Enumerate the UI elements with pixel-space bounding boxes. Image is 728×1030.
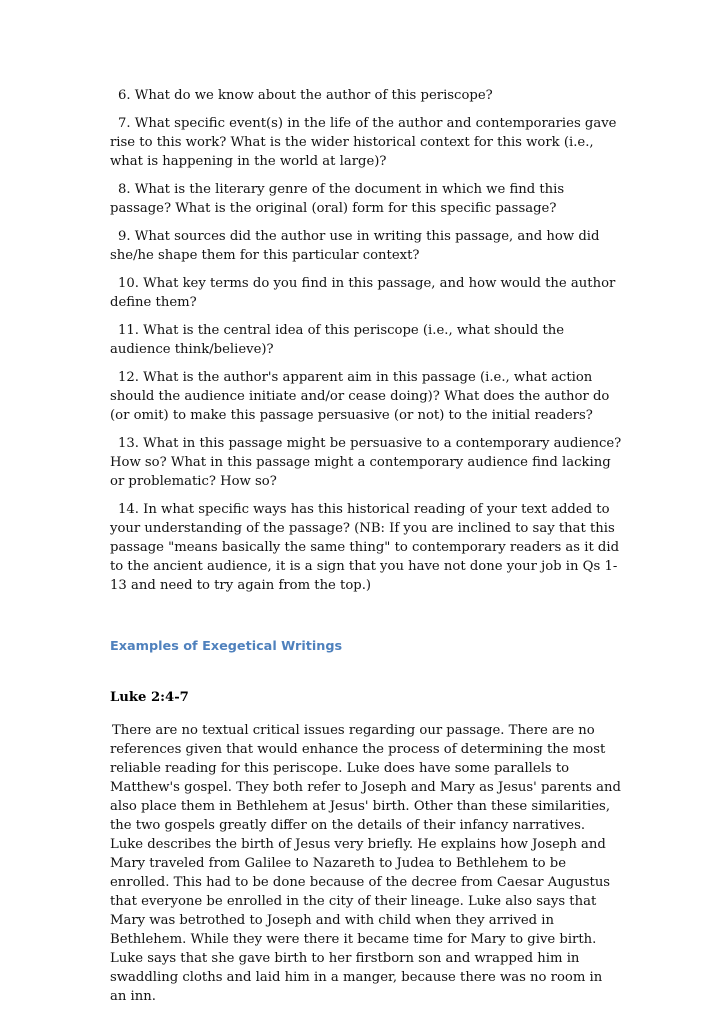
- examples-heading: Examples of Exegetical Writings: [110, 639, 343, 654]
- passage-body: There are no textual critical issues regarding our passage. There are no references given that would enhance the process of determining the most reliable reading for this periscope. Luke does have some parallels to Matthew's gospel. They both refer to Joseph and Mary as Jesus' parents and also place them in Bethlehem at Jesus' birth. Other than these similarities, the two gospels greatly differ on the details of their infancy narratives. Luke describes the birth of Jesus very briefly. He explains how Joseph and Mary traveled from Galilee to Nazareth to Judea to Bethlehem to be enrolled. This had to be done because of the decree from Caesar Augustus that everyone be enrolled in the city of their lineage. Luke also says that Mary was betrothed to Joseph and with child when they arrived in Bethlehem. While they were there it became time for Mary to give birth. Luke says that she gave birth to her firstborn son and wrapped him in swaddling cloths and laid him in a manger, because there was no room in an inn.: [110, 723, 621, 1004]
- question-10: 10. What key terms do you find in this passage, and how would the author define them?: [110, 276, 616, 310]
- question-11: 11. What is the central idea of this periscope (i.e., what should the audience think/believe)?: [110, 323, 565, 357]
- question-13: 13. What in this passage might be persuasive to a contemporary audience? How so? What in this passage might a contemporary audience find lacking or problematic? How so?: [110, 436, 622, 489]
- question-8: 8. What is the literary genre of the document in which we find this passage? What is the original (oral) form for this specific passage?: [110, 182, 565, 216]
- question-12: 12. What is the author's apparent aim in this passage (i.e., what action should the audience initiate and/or cease doing)? What does the author do (or omit) to make this passage persuasive (or not) to the initial readers?: [110, 370, 610, 423]
- document-page: [110, 86, 622, 1006]
- question-6: 6. What do we know about the author of this periscope?: [118, 88, 493, 103]
- question-7: 7. What specific event(s) in the life of the author and contemporaries gave rise to this work? What is the wider historical context for this work (i.e., what is happening in the world at large)?: [110, 116, 617, 169]
- question-14: 14. In what specific ways has this historical reading of your text added to your understanding of the passage? (NB: If you are inclined to say that this passage "means basically the same thing" to contemporary readers as it did to the ancient audience, it is a sign that you have not done your job in Qs 1-13 and need to try again from the top.): [110, 502, 620, 593]
- passage-heading: Luke 2:4-7: [110, 690, 189, 705]
- question-9: 9. What sources did the author use in writing this passage, and how did she/he shape them for this particular context?: [110, 229, 600, 263]
